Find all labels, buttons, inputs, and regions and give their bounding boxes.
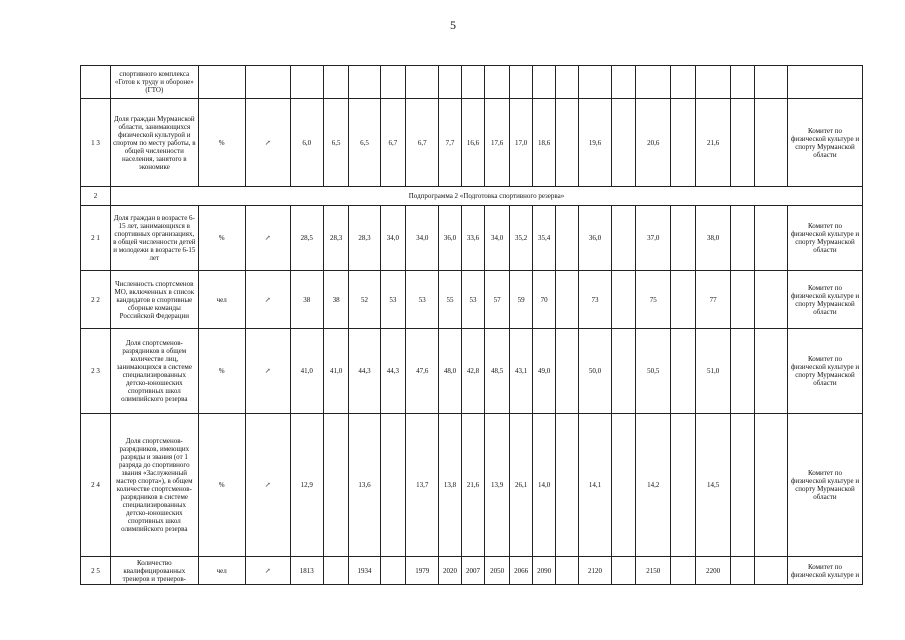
- value-cell: 35,2: [509, 206, 533, 271]
- value-cell: [611, 329, 636, 414]
- value-cell: [533, 66, 555, 99]
- table-row: [81, 329, 863, 414]
- indicators-table: [80, 65, 863, 585]
- trend-symbol-cell: ↗: [245, 414, 290, 557]
- value-cell: 52: [349, 271, 380, 329]
- indicator-name-cell: Количество квалифицированных тренеров и тренеров-: [110, 557, 198, 585]
- table-row: [81, 271, 863, 329]
- value-cell: [754, 66, 787, 99]
- value-cell: 50,0: [579, 329, 611, 414]
- value-cell: 34,0: [406, 206, 439, 271]
- indicator-name-cell: Доля граждан в возрасте 6-15 лет, занимающихся в спортивных организациях, в общей численности детей и молодежи в возрасте 6-15 лет: [110, 206, 198, 271]
- value-cell: 33,6: [461, 206, 485, 271]
- table-row: [81, 414, 863, 557]
- unit-cell: чел: [198, 271, 245, 329]
- value-cell: 6,7: [380, 99, 406, 187]
- unit-cell: %: [198, 206, 245, 271]
- value-cell: 6,5: [323, 99, 349, 187]
- value-cell: [611, 557, 636, 585]
- value-cell: 17,0: [509, 99, 533, 187]
- value-cell: [671, 271, 696, 329]
- value-cell: 49,0: [533, 329, 555, 414]
- value-cell: 2050: [485, 557, 510, 585]
- row-number-cell: 2 3: [81, 329, 111, 414]
- value-cell: [731, 99, 755, 187]
- value-cell: [731, 66, 755, 99]
- trend-symbol-cell: [245, 66, 290, 99]
- value-cell: 36,0: [579, 206, 611, 271]
- trend-symbol-cell: ↗: [245, 99, 290, 187]
- trend-symbol-cell: ↗: [245, 206, 290, 271]
- value-cell: 6,7: [406, 99, 439, 187]
- value-cell: [754, 206, 787, 271]
- unit-cell: чел: [198, 557, 245, 585]
- value-cell: [671, 206, 696, 271]
- value-cell: [671, 414, 696, 557]
- value-cell: [461, 66, 485, 99]
- value-cell: [349, 66, 380, 99]
- value-cell: 18,6: [533, 99, 555, 187]
- value-cell: 77: [695, 271, 730, 329]
- value-cell: [439, 66, 461, 99]
- page-number: 5: [450, 18, 456, 32]
- value-cell: 19,6: [579, 99, 611, 187]
- value-cell: 2066: [509, 557, 533, 585]
- responsible-cell: Комитет по физической культуре и спорту Мурманской области: [787, 329, 862, 414]
- table-row: [81, 66, 863, 99]
- value-cell: 14,0: [533, 414, 555, 557]
- value-cell: 38: [290, 271, 323, 329]
- value-cell: 2090: [533, 557, 555, 585]
- value-cell: [611, 66, 636, 99]
- value-cell: 28,3: [323, 206, 349, 271]
- indicator-name-cell: Доля спортсменов-разрядников в общем количестве лиц, занимающихся в системе специализированных детско-юношеских спортивных школ олимпийского резерва: [110, 329, 198, 414]
- value-cell: 2150: [636, 557, 671, 585]
- value-cell: 48,0: [439, 329, 461, 414]
- value-cell: 26,1: [509, 414, 533, 557]
- subprogram-title-cell: Подпрограмма 2 «Подготовка спортивного резерва»: [110, 187, 862, 206]
- value-cell: 6,0: [290, 99, 323, 187]
- value-cell: [290, 66, 323, 99]
- indicator-name-cell: спортивного комплекса «Готов к труду и обороне» (ГТО): [110, 66, 198, 99]
- trend-symbol-cell: ↗: [245, 557, 290, 585]
- table-row: [81, 187, 863, 206]
- value-cell: 73: [579, 271, 611, 329]
- value-cell: 53: [380, 271, 406, 329]
- value-cell: 6,5: [349, 99, 380, 187]
- value-cell: [555, 271, 579, 329]
- value-cell: 21,6: [695, 99, 730, 187]
- unit-cell: %: [198, 99, 245, 187]
- value-cell: 50,5: [636, 329, 671, 414]
- value-cell: [636, 66, 671, 99]
- value-cell: [380, 557, 406, 585]
- value-cell: 41,0: [290, 329, 323, 414]
- value-cell: [731, 414, 755, 557]
- value-cell: [754, 329, 787, 414]
- value-cell: [731, 271, 755, 329]
- table-row: [81, 557, 863, 585]
- value-cell: 35,4: [533, 206, 555, 271]
- value-cell: [754, 557, 787, 585]
- responsible-cell: Комитет по физической культуре и спорту Мурманской области: [787, 206, 862, 271]
- value-cell: 2007: [461, 557, 485, 585]
- value-cell: 51,0: [695, 329, 730, 414]
- row-number-cell: 2 2: [81, 271, 111, 329]
- responsible-cell: [787, 66, 862, 99]
- value-cell: 47,6: [406, 329, 439, 414]
- value-cell: 14,1: [579, 414, 611, 557]
- value-cell: 12,9: [290, 414, 323, 557]
- value-cell: 16,6: [461, 99, 485, 187]
- value-cell: 28,5: [290, 206, 323, 271]
- value-cell: [555, 66, 579, 99]
- value-cell: 53: [406, 271, 439, 329]
- value-cell: [380, 414, 406, 557]
- value-cell: [754, 414, 787, 557]
- value-cell: [731, 206, 755, 271]
- row-number-cell: 2 4: [81, 414, 111, 557]
- value-cell: [555, 329, 579, 414]
- responsible-cell: Комитет по физической культуре и спорту Мурманской области: [787, 99, 862, 187]
- value-cell: [611, 99, 636, 187]
- row-number-cell: 2 1: [81, 206, 111, 271]
- table-row: [81, 99, 863, 187]
- value-cell: 44,3: [380, 329, 406, 414]
- value-cell: [555, 557, 579, 585]
- value-cell: 13,8: [439, 414, 461, 557]
- value-cell: [671, 66, 696, 99]
- value-cell: 20,6: [636, 99, 671, 187]
- value-cell: 2020: [439, 557, 461, 585]
- value-cell: 53: [461, 271, 485, 329]
- row-number-cell: [81, 66, 111, 99]
- responsible-cell: Комитет по физической культуре и спорту Мурманской области: [787, 414, 862, 557]
- value-cell: 2120: [579, 557, 611, 585]
- value-cell: [671, 99, 696, 187]
- value-cell: [323, 414, 349, 557]
- value-cell: [555, 414, 579, 557]
- value-cell: [555, 99, 579, 187]
- value-cell: 14,2: [636, 414, 671, 557]
- value-cell: [754, 271, 787, 329]
- value-cell: 28,3: [349, 206, 380, 271]
- value-cell: 55: [439, 271, 461, 329]
- value-cell: 7,7: [439, 99, 461, 187]
- value-cell: [555, 206, 579, 271]
- unit-cell: [198, 66, 245, 99]
- value-cell: [695, 66, 730, 99]
- value-cell: 59: [509, 271, 533, 329]
- value-cell: [671, 329, 696, 414]
- value-cell: 13,7: [406, 414, 439, 557]
- value-cell: 13,9: [485, 414, 510, 557]
- unit-cell: %: [198, 414, 245, 557]
- value-cell: [406, 66, 439, 99]
- value-cell: [323, 66, 349, 99]
- responsible-cell: Комитет по физической культуре и спорту Мурманской области: [787, 271, 862, 329]
- value-cell: [671, 557, 696, 585]
- value-cell: 43,1: [509, 329, 533, 414]
- value-cell: 17,6: [485, 99, 510, 187]
- value-cell: 42,8: [461, 329, 485, 414]
- value-cell: 41,0: [323, 329, 349, 414]
- value-cell: 57: [485, 271, 510, 329]
- value-cell: 70: [533, 271, 555, 329]
- row-number-cell: 1 3: [81, 99, 111, 187]
- value-cell: 38,0: [695, 206, 730, 271]
- value-cell: [611, 206, 636, 271]
- value-cell: [485, 66, 510, 99]
- value-cell: [323, 557, 349, 585]
- value-cell: [731, 329, 755, 414]
- value-cell: 48,5: [485, 329, 510, 414]
- value-cell: 13,6: [349, 414, 380, 557]
- value-cell: 2200: [695, 557, 730, 585]
- indicator-name-cell: Доля граждан Мурманской области, занимающихся физической культурой и спортом по месту работы, в общей численности населения, занятого в экономике: [110, 99, 198, 187]
- value-cell: [380, 66, 406, 99]
- value-cell: 34,0: [485, 206, 510, 271]
- row-number-cell: 2 5: [81, 557, 111, 585]
- value-cell: [754, 99, 787, 187]
- trend-symbol-cell: ↗: [245, 271, 290, 329]
- value-cell: 34,0: [380, 206, 406, 271]
- value-cell: 44,3: [349, 329, 380, 414]
- value-cell: 36,0: [439, 206, 461, 271]
- indicator-name-cell: Численность спортсменов МО, включенных в список кандидатов в спортивные сборные команды Российской Федерации: [110, 271, 198, 329]
- value-cell: 37,0: [636, 206, 671, 271]
- value-cell: 1934: [349, 557, 380, 585]
- value-cell: 75: [636, 271, 671, 329]
- trend-symbol-cell: ↗: [245, 329, 290, 414]
- row-number-cell: 2: [81, 187, 111, 206]
- value-cell: [579, 66, 611, 99]
- indicator-name-cell: Доля спортсменов-разрядников, имеющих разряды и звания (от 1 разряда до спортивного звания «Заслуженный мастер спорта»), в общем количестве спортсменов-разрядников в системе специализированных детско-юношеских спортивных школ олимпийского резерва: [110, 414, 198, 557]
- value-cell: [731, 557, 755, 585]
- value-cell: [509, 66, 533, 99]
- value-cell: 21,6: [461, 414, 485, 557]
- value-cell: 1979: [406, 557, 439, 585]
- value-cell: 1813: [290, 557, 323, 585]
- value-cell: 38: [323, 271, 349, 329]
- responsible-cell: Комитет по физической культуре и: [787, 557, 862, 585]
- value-cell: [611, 414, 636, 557]
- unit-cell: %: [198, 329, 245, 414]
- value-cell: [611, 271, 636, 329]
- value-cell: 14,5: [695, 414, 730, 557]
- table-row: [81, 206, 863, 271]
